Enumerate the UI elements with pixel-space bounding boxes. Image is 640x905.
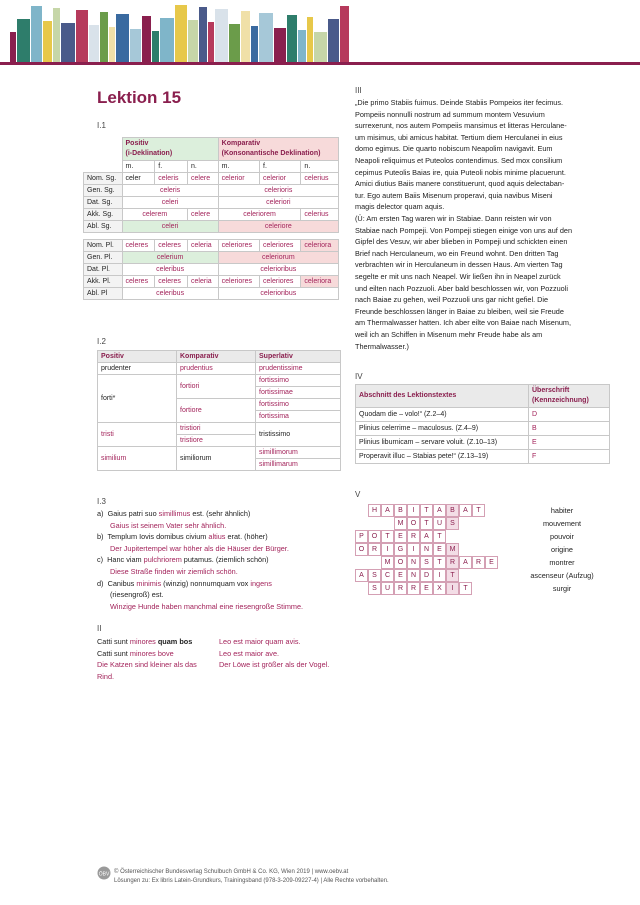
form-cell: celeriori (218, 197, 338, 209)
crossword-cell: I (433, 569, 446, 582)
form-cell: celeres (122, 240, 155, 252)
text-line: Brief nach Herculaneum, wo ein Freund wohnt. Den dritten Tag (355, 248, 559, 258)
crossword-cell: N (407, 556, 420, 569)
form-cell: celerioribus (218, 288, 338, 300)
table-row (84, 209, 339, 221)
crossword-cell: B (394, 504, 407, 517)
crossword-cell: N (420, 543, 433, 556)
text-line: Pompeiis nonnulli nostrum ad summum montem Vesuvium (355, 109, 545, 119)
form-cell: celerior (260, 173, 301, 185)
publisher-logo (97, 866, 111, 880)
svg-text:ÖBV: ÖBV (98, 871, 110, 878)
book-spine (241, 11, 250, 62)
table-cell: B (529, 422, 610, 436)
table-cell: fortissimae (256, 387, 341, 399)
crossword-cell: H (368, 504, 381, 517)
crossword-cell: M (394, 517, 407, 530)
book-spine (31, 6, 42, 62)
book-spine (298, 30, 306, 62)
form-cell: celerem (122, 209, 188, 221)
form-cell: celeriorem (218, 209, 301, 221)
book-spine (188, 20, 198, 62)
form-cell: celeriores (218, 276, 259, 288)
table-cell: prudenter (98, 363, 177, 375)
crossword-meaning: ascenseur (Aufzug) (530, 571, 594, 580)
list-item: a) Gaius patri suo simillimus est. (sehr ähnlich) (97, 509, 251, 518)
table-cell: fortiori (177, 375, 256, 399)
case-label: Dat. Sg. (84, 197, 123, 209)
crossword-cell (355, 517, 368, 530)
translation: Winzige Hunde haben manchmal eine riesengroße Stimme. (110, 601, 304, 611)
crossword-cell (355, 582, 368, 595)
table-cell: F (529, 450, 610, 464)
crossword-cell (485, 504, 498, 517)
crossword-cell: T (381, 530, 394, 543)
crossword-cell: O (355, 543, 368, 556)
crossword-cell: M (381, 556, 394, 569)
form-cell: celeri (122, 221, 218, 233)
crossword-cell: T (433, 556, 446, 569)
case-label: Dat. Pl. (84, 264, 123, 276)
book-spine (10, 32, 16, 62)
translation: Der Löwe ist größer als der Vogel. (219, 660, 330, 670)
footer (114, 868, 389, 886)
crossword-cell: S (368, 582, 381, 595)
crossword-row (355, 504, 509, 517)
table-cell: Plinius celerrime – maculosus. (Z.4–9) (356, 422, 529, 436)
book-spine (61, 23, 75, 62)
form-cell: celeribus (122, 288, 218, 300)
table-row (84, 221, 339, 233)
book-spine (274, 28, 286, 62)
crossword-meaning: surgir (552, 584, 572, 593)
book-spine (116, 14, 129, 62)
crossword-cell (485, 582, 498, 595)
crossword-grid (355, 504, 509, 595)
form-cell: celerioribus (218, 264, 338, 276)
book-spine (175, 5, 187, 62)
crossword-cell (498, 543, 509, 556)
case-label: Gen. Sg. (84, 185, 123, 197)
crossword-row (355, 543, 509, 556)
table-cell: E (529, 436, 610, 450)
table-cell: fortissimo (256, 399, 341, 411)
gender-n: n. (301, 161, 339, 173)
form-cell: celere (188, 173, 219, 185)
crossword-cell: O (368, 530, 381, 543)
table-cell: tristi (98, 423, 177, 447)
gender-m: m. (122, 161, 155, 173)
table-cell: Quodam die – volo!“ (Z.2–4) (356, 408, 529, 422)
crossword-cell: A (381, 504, 394, 517)
form-cell: celeriora (301, 240, 339, 252)
book-spine (215, 9, 228, 62)
crossword-cell: R (407, 530, 420, 543)
crossword-cell (498, 530, 509, 543)
header-bar (0, 62, 640, 65)
crossword-cell: T (420, 504, 433, 517)
column-header: Abschnitt des Lektionstextes (356, 385, 529, 408)
table-row (98, 363, 341, 375)
list-item: b) Templum Iovis domibus civium altius erat. (höher) (97, 532, 268, 542)
crossword-cell: T (446, 569, 459, 582)
crossword-meaning: origine (551, 545, 573, 554)
crossword-cell (472, 530, 485, 543)
form-cell: celeres (155, 276, 188, 288)
book-spine (208, 22, 214, 62)
book-spine (43, 21, 52, 62)
crossword-cell (498, 556, 509, 569)
comparison-left: Catti sunt minores quam bos Catti sunt minores bove Die Katzen sind kleiner als das Rind. (97, 636, 215, 682)
table-row (356, 408, 610, 422)
table-cell: simillimarum (256, 459, 341, 471)
section-label-iv: IV (355, 372, 363, 381)
crossword-cell: N (407, 569, 420, 582)
table-cell: fortissima (256, 411, 341, 423)
book-spine (328, 19, 339, 62)
text-line: cepimus Puteolis Baias ire, quia Puteoli nobis minime placuerunt. (355, 167, 566, 177)
form-cell: celeria (188, 240, 219, 252)
crossword-meanings (512, 504, 612, 595)
crossword-cell: M (446, 543, 459, 556)
crossword-cell (485, 569, 498, 582)
form-cell: celeres (122, 276, 155, 288)
form-cell: celeri (122, 197, 218, 209)
crossword-cell (381, 517, 394, 530)
crossword-cell (472, 569, 485, 582)
list-item: d) Canibus minimis (winzig) nonnumquam vox ingens (97, 578, 272, 588)
book-spine (314, 32, 327, 62)
table-cell: Properavit illuc – Stabias pete!“ (Z.13–19) (356, 450, 529, 464)
form-cell: celerium (122, 252, 218, 264)
crossword-cell (472, 582, 485, 595)
table-row (84, 264, 339, 276)
table-row (84, 197, 339, 209)
crossword-cell: A (420, 530, 433, 543)
form-cell: celeris (122, 185, 218, 197)
book-spine (100, 12, 108, 62)
crossword-cell (355, 504, 368, 517)
positiv-header: Positiv (i-Deklination) (122, 138, 218, 161)
form-cell: celerius (301, 173, 339, 185)
form-cell: celeria (188, 276, 219, 288)
crossword-cell (498, 569, 509, 582)
crossword-cell: G (394, 543, 407, 556)
crossword-cell: X (433, 582, 446, 595)
table-cell: fortissimo (256, 375, 341, 387)
text-line: Amici diutius Baiis manere constituerunt, quod aquis delectaban- (355, 179, 565, 189)
crossword-meaning: habiter (550, 506, 574, 515)
crossword-cell: T (433, 530, 446, 543)
table-row (84, 252, 339, 264)
translation: Die Katzen sind kleiner als das Rind. (97, 660, 197, 681)
crossword-cell: I (381, 543, 394, 556)
case-label: Gen. Pl. (84, 252, 123, 264)
book-spine (199, 7, 207, 62)
translation: Diese Straße finden wir ziemlich schön. (110, 566, 238, 576)
case-label: Akk. Sg. (84, 209, 123, 221)
crossword-cell: C (381, 569, 394, 582)
crossword-cell: S (420, 556, 433, 569)
form-cell: celerior (218, 173, 259, 185)
table-cell: similium (98, 447, 177, 471)
crossword-cell (498, 504, 509, 517)
table-cell: prudentissime (256, 363, 341, 375)
form-cell: celere (188, 209, 219, 221)
crossword-row (355, 569, 509, 582)
table-row (84, 185, 339, 197)
section-label-i1: I.1 (97, 121, 106, 130)
table-cell: D (529, 408, 610, 422)
crossword-cell: E (394, 530, 407, 543)
crossword-cell: R (446, 556, 459, 569)
table-row (84, 173, 339, 185)
crossword-cell (368, 517, 381, 530)
table-cell: Plinius liburnicam – servare voluit. (Z.10–13) (356, 436, 529, 450)
sentence: Leo est maior ave. (219, 648, 280, 658)
crossword-cell: S (446, 517, 459, 530)
copyright-text: © Österreichischer Bundesverlag Schulbuch GmbH & Co. KG, Wien 2019 | www.oebv.at (114, 869, 349, 875)
text-line: weil ich an Schiffen in Misenum mehr Freude habe als am (355, 329, 543, 339)
case-label: Nom. Sg. (84, 173, 123, 185)
table-row (98, 423, 341, 435)
book-spine (307, 17, 313, 62)
sentences-list (97, 508, 347, 612)
book-spine (152, 31, 159, 62)
crossword-cell (472, 543, 485, 556)
section-label-ii: II (97, 624, 102, 633)
text-line: Gipfel des Vesuv, wir aber blieben in Pompeji und schickten einen (355, 237, 568, 247)
book-spine (89, 25, 99, 62)
crossword-cell: T (472, 504, 485, 517)
headings-table (355, 384, 610, 464)
section-label-v: V (355, 490, 361, 499)
table-cell: similiorum (177, 447, 256, 471)
text-line: um misimus, ubi amicus habitat. Tertium diem Herculanei in eius (355, 132, 563, 142)
crossword-cell: U (381, 582, 394, 595)
case-label: Nom. Pl. (84, 240, 123, 252)
form-cell: celeriores (260, 276, 301, 288)
crossword-row (355, 530, 509, 543)
crossword-cell: D (420, 569, 433, 582)
form-cell: celer (122, 173, 155, 185)
crossword-cell: B (446, 504, 459, 517)
crossword-cell (485, 543, 498, 556)
crossword-cell (498, 517, 509, 530)
crossword-cell (485, 530, 498, 543)
table-row (84, 240, 339, 252)
translation: Der Jupitertempel war höher als die Häuser der Bürger. (110, 543, 289, 553)
form-cell: celeriore (218, 221, 338, 233)
text-line: magis delector quam aquis. (355, 202, 445, 212)
text-line: und eilten nach Pozzuoli. Aber bald beschlossen wir, von Pozzuoli (355, 283, 568, 293)
table-cell: simillimorum (256, 447, 341, 459)
text-line: (Ü: Am ersten Tag waren wir in Stabiae. Dann reisten wir von (355, 214, 552, 223)
list-item: c) Hanc viam pulchriorem putamus. (ziemlich schön) (97, 555, 269, 565)
crossword-cell (485, 517, 498, 530)
book-spine (130, 29, 141, 62)
crossword-cell: O (407, 517, 420, 530)
text-line: verbrachten wir in Herculaneum in dessen Haus. Am vierten Tag (355, 260, 563, 270)
book-spine (259, 13, 273, 62)
text-line: am Thermalwasser hatten. Ich aber eilte von Baiae nach Misenum, (355, 318, 572, 328)
book-spine (142, 16, 151, 62)
text-line: „Die primo Stabiis fuimus. Deinde Stabiis Pompeios iter fecimus. (355, 98, 564, 107)
form-cell: celeribus (122, 264, 218, 276)
table-row (98, 375, 341, 387)
bookshelf-illustration (0, 0, 640, 66)
table-row (356, 422, 610, 436)
book-spine (53, 8, 60, 62)
table-row (84, 288, 339, 300)
crossword-meaning: montrer (549, 558, 575, 567)
crossword-cell: R (394, 582, 407, 595)
crossword-cell: P (355, 530, 368, 543)
table-cell: prudentius (177, 363, 256, 375)
table-row (98, 447, 341, 459)
crossword-row (355, 582, 509, 595)
crossword-cell: E (420, 582, 433, 595)
crossword-cell: E (433, 543, 446, 556)
book-spine (229, 24, 240, 62)
table-cell: forti* (98, 375, 177, 423)
column-header: Überschrift (Kennzeichnung) (529, 385, 610, 408)
form-cell: celeris (155, 173, 188, 185)
section-label-iii: III (355, 86, 362, 95)
book-spine (76, 10, 88, 62)
crossword-cell (459, 530, 472, 543)
comparison-right (219, 636, 349, 671)
crossword-cell (459, 569, 472, 582)
gender-m: m. (218, 161, 259, 173)
table-row (356, 436, 610, 450)
text-line: surrexerunt, nos autem Pompeiis mansimus et litteras Herculane- (355, 121, 567, 131)
crossword-cell (368, 556, 381, 569)
form-cell: celeriorum (218, 252, 338, 264)
table-row (356, 450, 610, 464)
column-header: Positiv (98, 351, 177, 363)
list-item-cont: (riesengroß) est. (110, 590, 164, 600)
text-line: Freunde beschlossen länger in Baiae zu bleiben, weil sie Freude (355, 306, 564, 316)
crossword-cell: A (355, 569, 368, 582)
komparativ-header: Komparativ (Konsonantische Deklination) (218, 138, 338, 161)
crossword-cell: A (459, 504, 472, 517)
form-cell: celerius (301, 209, 339, 221)
book-spine (287, 15, 297, 62)
text-line: domo egimus. Die quarto nobiscum Neapolim navigavit. Eum (355, 144, 553, 154)
book-spine (340, 6, 349, 62)
column-header: Komparativ (177, 351, 256, 363)
table-cell: tristiori (177, 423, 256, 435)
text-line: tur. Ego autem Baiis Misenum properavi, quia navibus Miseni (355, 190, 553, 200)
declension-table (83, 137, 339, 300)
crossword-cell: I (407, 543, 420, 556)
crossword-cell: U (433, 517, 446, 530)
crossword-meaning: pouvoir (550, 532, 574, 541)
form-cell: celeres (155, 240, 188, 252)
crossword-cell: S (368, 569, 381, 582)
crossword-cell (498, 582, 509, 595)
crossword-cell: E (485, 556, 498, 569)
form-cell: celeriores (260, 240, 301, 252)
table-cell: tristissimo (256, 423, 341, 447)
latin-text (355, 97, 610, 213)
crossword-cell: R (368, 543, 381, 556)
text-line: segelte er mit uns nach Neapel. Wir ließen ihn in Neapel zurück (355, 271, 561, 281)
book-spine (109, 27, 115, 62)
crossword-cell (459, 517, 472, 530)
section-label-i2: I.2 (97, 337, 106, 346)
comparison-table (97, 350, 341, 471)
crossword-cell: A (433, 504, 446, 517)
crossword-cell: E (394, 569, 407, 582)
table-cell: fortiore (177, 399, 256, 423)
text-line: nach Baiae zu gehen, weil Pozzuoli uns gar nicht gefiel. Die (355, 295, 549, 305)
page-title: Lektion 15 (97, 88, 182, 107)
text-line: Stabiae nach Pompeji. Von Pompeji stiegen einige von uns auf den (355, 225, 573, 235)
form-cell: celeriores (218, 240, 259, 252)
crossword-cell: O (394, 556, 407, 569)
gender-f: f. (155, 161, 188, 173)
source-text: Lösungen zu: Ex libris Latein-Grundkurs, Trainingsband (978-3-209-09227-4) | Alle Rechte vorbehalten. (114, 878, 389, 884)
german-translation (355, 213, 610, 352)
gender-n: n. (188, 161, 219, 173)
crossword-cell (355, 556, 368, 569)
crossword-cell (472, 517, 485, 530)
table-cell: tristiore (177, 435, 256, 447)
case-label: Akk. Pl. (84, 276, 123, 288)
crossword-cell: I (446, 582, 459, 595)
crossword-cell: I (407, 504, 420, 517)
gender-f: f. (260, 161, 301, 173)
text-line: Thermalwasser.) (355, 341, 409, 351)
section-label-i3: I.3 (97, 497, 106, 506)
crossword-cell: T (459, 582, 472, 595)
crossword-cell (446, 530, 459, 543)
book-spine (160, 18, 174, 62)
table-row (84, 276, 339, 288)
form-cell: celerioris (218, 185, 338, 197)
book-spine (251, 26, 258, 62)
crossword-row (355, 517, 509, 530)
case-label: Abl. Pl (84, 288, 123, 300)
crossword-meaning: mouvement (542, 519, 582, 528)
form-cell: celeriora (301, 276, 339, 288)
column-header: Superlativ (256, 351, 341, 363)
crossword-cell: A (459, 556, 472, 569)
translation: Gaius ist seinem Vater sehr ähnlich. (110, 520, 227, 530)
crossword-cell: T (420, 517, 433, 530)
crossword-row (355, 556, 509, 569)
crossword-cell: R (407, 582, 420, 595)
book-spine (17, 19, 30, 62)
case-label: Abl. Sg. (84, 221, 123, 233)
crossword-cell (459, 543, 472, 556)
text-line: Neapoli reliquimus et Puteolos contendimus. Sed mox consilium (355, 155, 563, 165)
sentence: Leo est maior quam avis. (219, 637, 301, 646)
crossword-cell: R (472, 556, 485, 569)
